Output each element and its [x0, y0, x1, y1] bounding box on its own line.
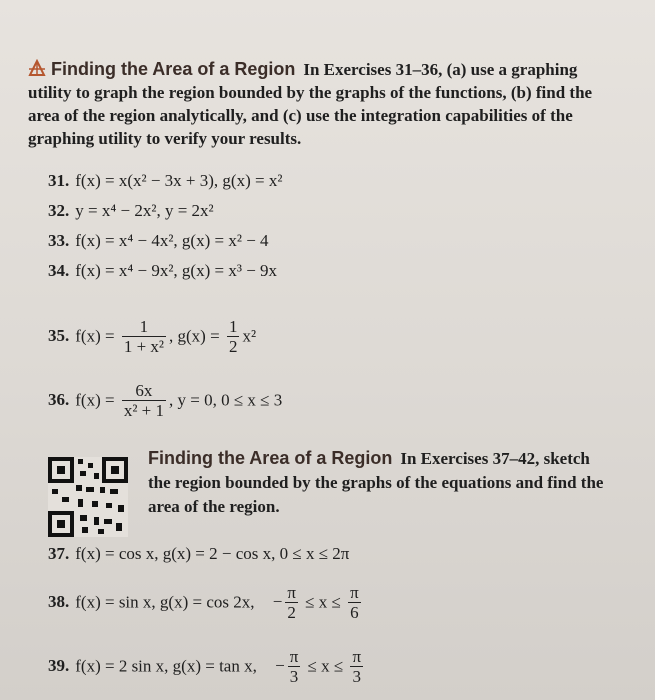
exercise-34: 34. f(x) = x⁴ − 9x², g(x) = x³ − 9x [48, 261, 278, 280]
section-instructions: In Exercises 31–36, (a) use a graphing utility to graph the region bounded by the graphs of the functions, (b) find the area of the region analytically, and (c) use the integration capabilities of the graphing utility to verify your results. [28, 60, 593, 148]
exercise-37: 37. f(x) = cos x, g(x) = 2 − cos x, 0 ≤ x ≤ 2π [48, 544, 350, 563]
exercise-35: 35. f(x) = $\frac{1}{\text{1 + x²}}$ , g(x) = $\frac{1}{2}$ x² [48, 317, 257, 356]
section-heading: Finding the Area of a Region [148, 448, 393, 468]
exercise-33: 33. f(x) = x⁴ − 4x², g(x) = x² − 4 [48, 231, 269, 250]
section-instructions: In Exercises 37–42, sketch the region bounded by the graphs of the equations and find the area of the region. [148, 449, 604, 516]
section-header-sketch [148, 446, 608, 519]
qr-code-icon [48, 457, 128, 537]
graphing-calculator-icon [28, 59, 46, 77]
exercise-38: 38. f(x) = sin x, g(x) = cos 2x, − $\frac{\pi}{2}$ ≤ x ≤ $\frac{\pi}{6}$ [48, 583, 359, 622]
section-heading: Finding the Area of a Region [51, 59, 296, 79]
exercise-32: 32. y = x⁴ − 2x², y = 2x² [48, 201, 214, 220]
section-header-graphing [28, 58, 618, 150]
exercise-39: 39. f(x) = 2 sin x, g(x) = tan x, − $\frac{\pi}{3}$ ≤ x ≤ $\frac{\pi}{3}$ [48, 647, 362, 686]
exercise-31: 31. f(x) = x(x² − 3x + 3), g(x) = x² [48, 171, 283, 190]
exercise-36: 36. f(x) = $\frac{6x}{\text{x² + 1}}$ , y = 0, 0 ≤ x ≤ 3 [48, 381, 283, 420]
